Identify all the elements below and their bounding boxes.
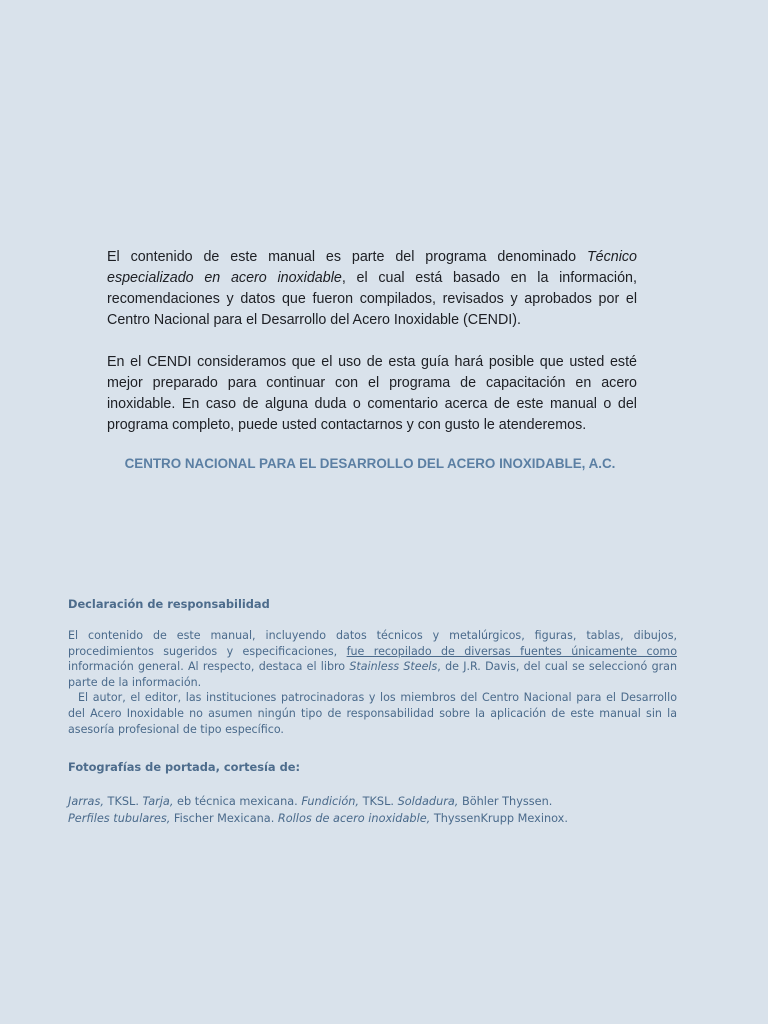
photo-credits — [68, 793, 708, 827]
credits-line-1 — [68, 793, 708, 810]
credit-item-label: Perfiles tubulares, — [68, 812, 171, 825]
credit-item-source: TKSL. — [359, 795, 398, 808]
organization-name: CENTRO NACIONAL PARA EL DESARROLLO DEL ACERO INOXIDABLE, A.C. — [124, 456, 616, 471]
credit-item-label: Jarras, — [68, 795, 104, 808]
credit-item-source: TKSL. — [103, 795, 143, 808]
intro-paragraph-2: En el CENDI consideramos que el uso de esta guía hará posible que usted esté mejor preparado para continuar con el programa de capacitación en acero inoxidable. En caso de alguna duda o comentario acerca de este manual o del programa completo, puede usted contactarnos y con gusto le atenderemos. — [107, 354, 637, 433]
disclaimer-p1-text-a: El contenido de este manual, incluyendo datos técnicos y metalúrgicos, figuras, tablas, dibujos, procedimientos sugeridos y especificaciones, — [68, 629, 677, 658]
credit-item-source: Fischer Mexicana. — [170, 812, 278, 825]
photo-credits-heading: Fotografías de portada, cortesía de: — [68, 760, 301, 774]
credit-item-label: Rollos de acero inoxidable, — [277, 812, 431, 825]
disclaimer-underlined-text: fue recopilado de diversas fuentes únicamente como — [346, 644, 677, 658]
credit-item-source: ThyssenKrupp Mexinox. — [430, 812, 568, 825]
disclaimer-p1-text-c: , de J.R. Davis, del cual se seleccionó gran parte de la información. — [68, 660, 678, 689]
book-title: Stainless Steels — [349, 660, 438, 674]
disclaimer-paragraph-2: El autor, el editor, las instituciones patrocinadoras y los miembros del Centro Nacional para el Desarrollo del Acero Inoxidable no asumen ningún tipo de responsabilidad sobre la aplicación de este manual sin la asesoría profesional de tipo específico. — [68, 691, 677, 736]
intro-p1-text-b: , el cual está basado en la información, recomendaciones y datos que fueron compilados, revisados y aprobados por el Centro Nacional para el Desarrollo del Acero Inoxidable (CENDI). — [107, 270, 637, 328]
credit-item-source: Böhler Thyssen. — [458, 795, 553, 808]
intro-paragraph-1 — [107, 247, 637, 331]
disclaimer-paragraph-1 — [68, 628, 677, 690]
intro-section — [107, 247, 637, 436]
credit-item-source: eb técnica mexicana. — [173, 795, 302, 808]
credit-item-label: Fundición, — [301, 795, 360, 808]
disclaimer-heading: Declaración de responsabilidad — [68, 597, 270, 611]
disclaimer-body — [68, 628, 677, 737]
credits-line-2 — [68, 810, 708, 827]
credit-item-label: Soldadura, — [397, 795, 459, 808]
program-name: Técnico especializado en acero inoxidable — [107, 249, 637, 286]
credit-item-label: Tarja, — [142, 795, 174, 808]
intro-p1-text-a: El contenido de este manual es parte del programa denominado — [107, 249, 587, 265]
disclaimer-p1-text-b: información general. Al respecto, destaca el libro — [68, 660, 350, 674]
